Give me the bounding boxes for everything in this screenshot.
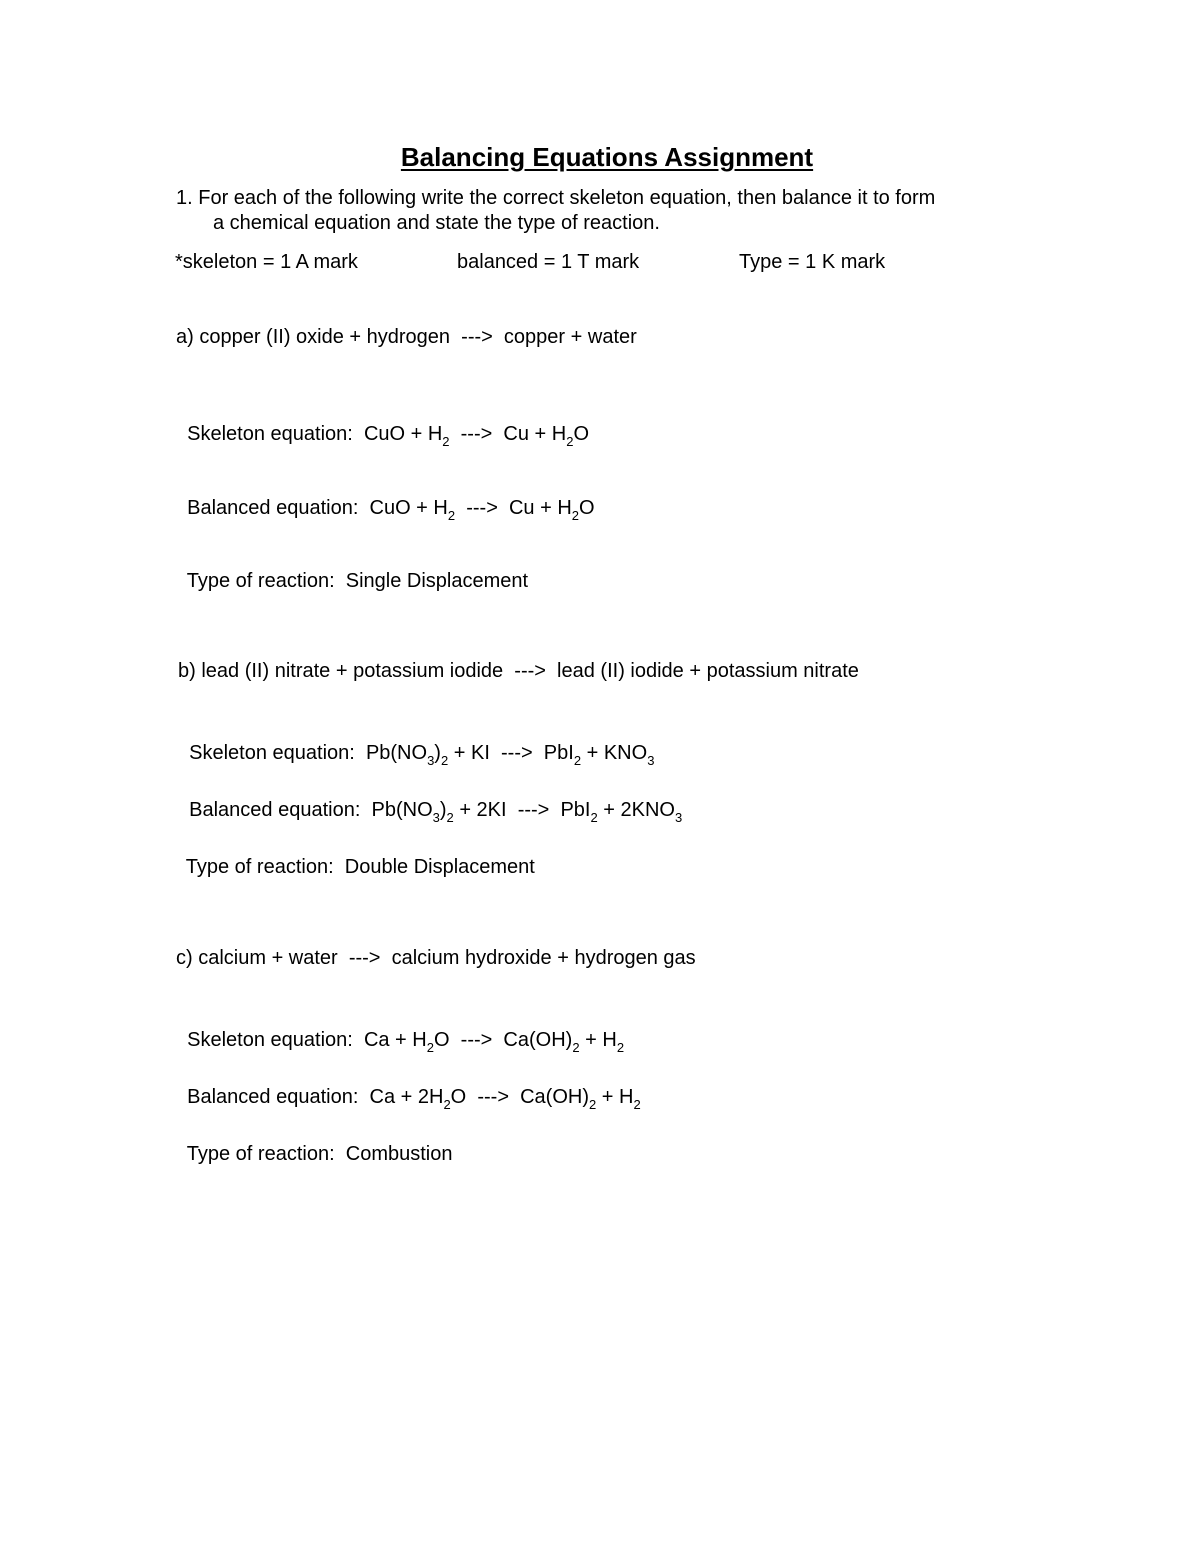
question-b-type bbox=[175, 831, 535, 879]
skeleton-label: Skeleton equation: bbox=[189, 742, 355, 764]
balanced-label: Balanced equation: bbox=[187, 497, 359, 519]
skeleton-label: Skeleton equation: bbox=[187, 423, 353, 445]
subscript: 2 bbox=[443, 1097, 451, 1112]
type-value: Combustion bbox=[345, 1143, 453, 1165]
question-a-prompt: a) copper (II) oxide + hydrogen ---> copper + water bbox=[176, 326, 637, 348]
question-c-prompt: c) calcium + water ---> calcium hydroxide + hydrogen gas bbox=[176, 947, 696, 969]
subscript: 2 bbox=[442, 434, 450, 449]
subscript: 2 bbox=[572, 1040, 580, 1055]
subscript: 3 bbox=[432, 810, 440, 825]
subscript: 3 bbox=[427, 753, 435, 768]
subscript: 2 bbox=[447, 508, 456, 523]
skeleton-equation: $Ca + H_2O$ ---> $Ca(OH)_2 + H_2$ bbox=[363, 1029, 625, 1055]
subscript: 3 bbox=[674, 810, 683, 825]
question-a-balanced bbox=[176, 472, 595, 523]
subscript: 2 bbox=[571, 508, 580, 523]
skeleton-equation: CuO + $H_2$ ---> $Cu + H_2O$ bbox=[363, 423, 590, 449]
question-b-prompt: b) lead (II) nitrate + potassium iodide ---> lead (II) iodide + potassium nitrate bbox=[178, 660, 859, 682]
subscript: 2 bbox=[573, 753, 582, 768]
balanced-label: Balanced equation: bbox=[189, 799, 361, 821]
balanced-equation: $Pb(NO_3)_2 + 2KI$ ---> $PbI_2 + 2KNO_3$ bbox=[371, 799, 683, 825]
type-label: Type of reaction: bbox=[186, 1143, 335, 1165]
skeleton-equation: $Pb(NO_3)_2$ + KI ---> $PbI_2 + KNO_3$ bbox=[365, 742, 655, 768]
subscript: 2 bbox=[566, 434, 574, 449]
subscript: 2 bbox=[616, 1040, 625, 1055]
instructions-line-1: 1. For each of the following write the correct skeleton equation, then balance it to form bbox=[176, 187, 936, 209]
question-c-balanced bbox=[176, 1061, 641, 1112]
question-a-skeleton bbox=[176, 398, 590, 449]
question-b-skeleton bbox=[178, 717, 655, 768]
balanced-equation: $Ca + 2H_2O$ ---> $Ca(OH)_2 + H_2$ bbox=[369, 1086, 641, 1112]
question-a-type bbox=[176, 545, 528, 593]
question-b-balanced bbox=[178, 774, 683, 825]
subscript: 2 bbox=[633, 1097, 641, 1112]
marks-balanced: balanced = 1 T mark bbox=[457, 251, 640, 273]
question-c-type bbox=[176, 1118, 452, 1166]
balanced-equation: CuO + $H_2$ ---> $Cu + H_2O$ bbox=[369, 497, 595, 523]
subscript: 2 bbox=[589, 1097, 597, 1112]
balanced-label: Balanced equation: bbox=[187, 1086, 359, 1108]
subscript: 3 bbox=[647, 753, 655, 768]
type-value: Single Displacement bbox=[345, 570, 529, 592]
skeleton-label: Skeleton equation: bbox=[187, 1029, 353, 1051]
instructions-line-2: a chemical equation and state the type of reaction. bbox=[213, 212, 660, 234]
subscript: 2 bbox=[590, 810, 598, 825]
type-label: Type of reaction: bbox=[186, 570, 335, 592]
type-label: Type of reaction: bbox=[185, 856, 334, 878]
subscript: 2 bbox=[440, 753, 449, 768]
page-title: Balancing Equations Assignment bbox=[400, 142, 814, 172]
marks-skeleton: *skeleton = 1 A mark bbox=[175, 251, 358, 273]
marks-type: Type = 1 K mark bbox=[739, 251, 886, 273]
question-c-skeleton bbox=[176, 1004, 625, 1055]
subscript: 2 bbox=[426, 1040, 434, 1055]
type-value: Double Displacement bbox=[344, 856, 535, 878]
subscript: 2 bbox=[446, 810, 454, 825]
